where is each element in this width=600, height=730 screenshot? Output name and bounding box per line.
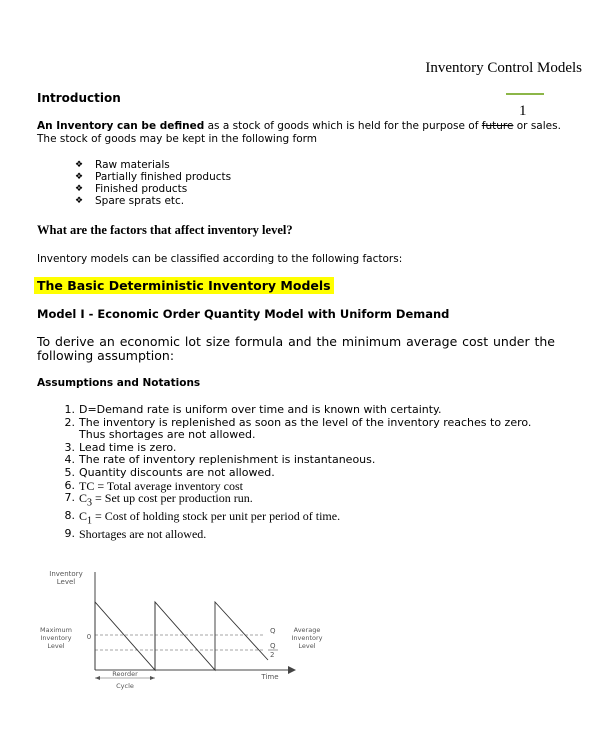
section-title-highlighted: The Basic Deterministic Inventory Models [34, 277, 334, 294]
sawtooth-inventory-line [95, 602, 268, 670]
list-item: 3. Lead time is zero. [64, 440, 177, 454]
inventory-forms-list [75, 159, 231, 207]
list-item: ❖ Finished products [75, 183, 188, 195]
inventory-cycle-diagram [0, 560, 340, 695]
list-item: 5. Quantity discounts are not allowed. [64, 465, 275, 479]
document-header-title: Inventory Control Models [425, 60, 582, 76]
x-axis-arrow-icon [288, 666, 296, 674]
y-axis-label-line2: Level [56, 578, 76, 586]
left-arrow-icon [95, 676, 100, 680]
list-item: ❖ Raw materials [75, 159, 170, 171]
list-item: 1. D=Demand rate is uniform over time and is known with certainty. [64, 403, 442, 416]
avg-label-line3: Level [298, 642, 316, 650]
list-item: 6. TC = Total average inventory cost [64, 478, 243, 493]
right-arrow-icon [150, 676, 155, 680]
max-label-line1: Maximum [39, 626, 73, 634]
model-title: Model I - Economic Order Quantity Model with Uniform Demand [37, 307, 450, 321]
factors-question: What are the factors that affect inventory level? [37, 223, 293, 237]
intro-paragraph [37, 120, 567, 146]
header-rule [506, 93, 544, 95]
max-label-line3: Level [47, 642, 65, 650]
intro-text-end: or sales. The stock of goods may be kept in the following form [37, 120, 561, 145]
list-item: ❖ Spare sprats etc. [75, 195, 185, 207]
page-number: 1 [519, 103, 527, 119]
o-label: 0 [86, 633, 92, 641]
list-item: 7. $C_3$ = Set up cost per production run. [64, 491, 253, 509]
q-half-den: 2 [270, 651, 275, 659]
intro-bold-phrase: An Inventory can be defined [37, 120, 205, 132]
factors-text: Inventory models can be classified according to the following factors: [37, 253, 403, 265]
list-item: 2. The inventory is replenished as soon as the level of the inventory reaches to zero. Thus shortages are not allowed. [64, 415, 532, 442]
y-axis-label-line1: Inventory [49, 570, 83, 578]
derive-paragraph: To derive an economic lot size formula and the minimum average cost under the following assumption: [37, 334, 555, 363]
intro-heading: Introduction [37, 91, 121, 105]
q-label: Q [270, 627, 276, 635]
q-half-label: Q [270, 642, 276, 650]
assumptions-heading: Assumptions and Notations [37, 377, 201, 389]
list-item: 9. Shortages are not allowed. [64, 527, 207, 542]
reorder-label-line1: Reorder [112, 670, 138, 678]
diamond-bullet-icon: ❖ [75, 160, 84, 170]
intro-strike-word: future [481, 120, 514, 132]
reorder-label-line2: Cycle [116, 682, 134, 690]
max-label-line2: Inventory [40, 634, 72, 642]
intro-text: as a stock of goods which is held for the purpose of [204, 120, 482, 132]
diamond-bullet-icon: ❖ [75, 172, 84, 182]
list-item: 4. The rate of inventory replenishment is instantaneous. [64, 453, 376, 467]
list-item: 8. $C_1$ = Cost of holding stock per unit per period of time. [64, 509, 341, 527]
assumptions-list [55, 404, 559, 541]
diamond-bullet-icon: ❖ [75, 184, 84, 194]
avg-label-line1: Average [293, 626, 321, 634]
avg-label-line2: Inventory [291, 634, 323, 642]
diamond-bullet-icon: ❖ [75, 196, 84, 206]
list-item: ❖ Partially finished products [75, 171, 232, 183]
time-label: Time [261, 673, 279, 681]
